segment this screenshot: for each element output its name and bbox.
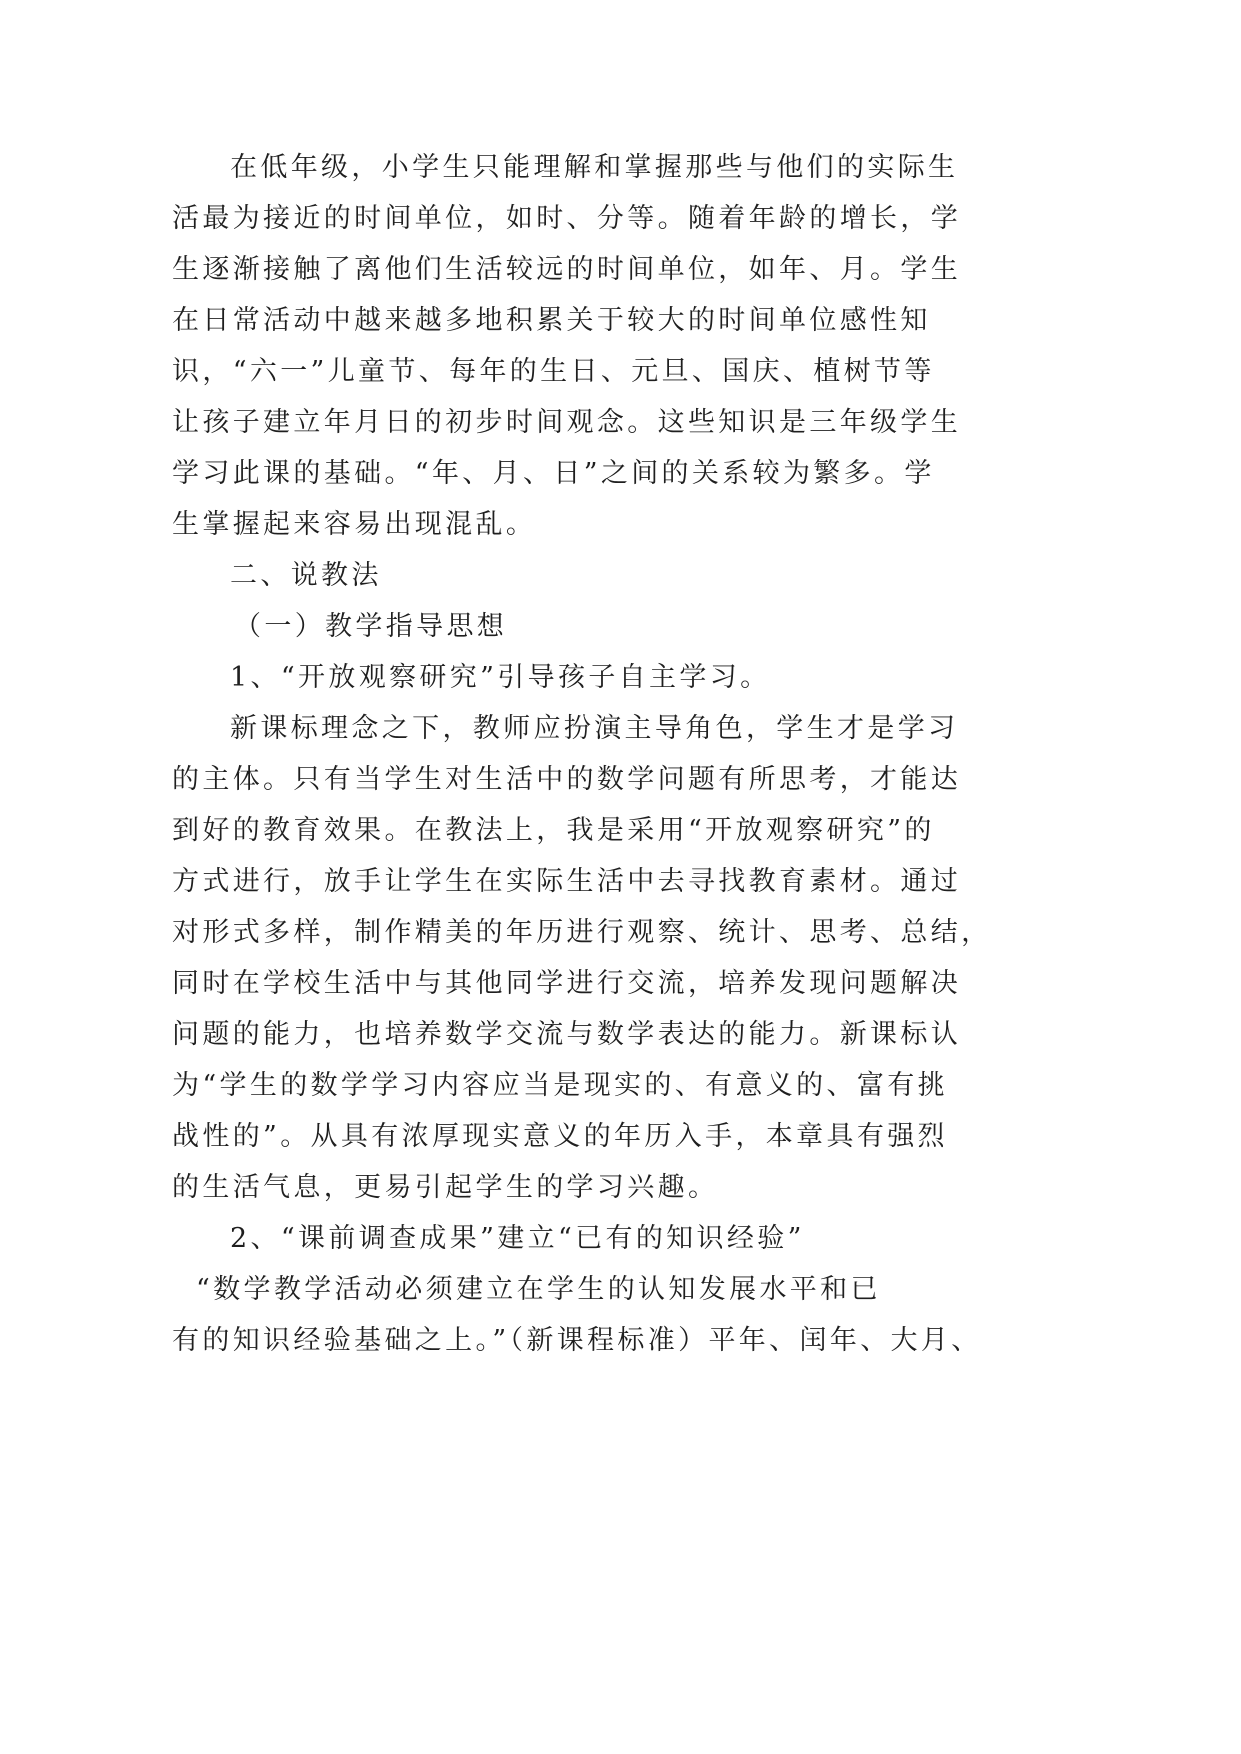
- paragraph-line: 在低年级，小学生只能理解和掌握那些与他们的实际生: [230, 152, 959, 183]
- point-heading: 1、“开放观察研究”引导孩子自主学习。: [230, 662, 771, 693]
- paragraph-line: 同时在学校生活中与其他同学进行交流，培养发现问题解决: [172, 968, 962, 999]
- paragraph-line: 学习此课的基础。“年、月、日”之间的关系较为繁多。学: [172, 458, 935, 489]
- paragraph-line: 新课标理念之下，教师应扮演主导角色，学生才是学习: [230, 713, 959, 744]
- paragraph-line: 到好的教育效果。在教法上，我是采用“开放观察研究”的: [172, 815, 935, 846]
- paragraph-line: 生掌握起来容易出现混乱。: [172, 509, 537, 540]
- paragraph-line: 识，“六一”儿童节、每年的生日、元旦、国庆、植树节等: [172, 356, 935, 387]
- paragraph-line: 的主体。只有当学生对生活中的数学问题有所思考，才能达: [172, 764, 962, 795]
- paragraph-line: 为“学生的数学学习内容应当是现实的、有意义的、富有挑: [172, 1070, 948, 1101]
- paragraph-line: 让孩子建立年月日的初步时间观念。这些知识是三年级学生: [172, 407, 962, 438]
- paragraph-line: 问题的能力，也培养数学交流与数学表达的能力。新课标认: [172, 1019, 962, 1050]
- subsection-heading: （一）教学指导思想: [234, 611, 508, 642]
- paragraph-line: 对形式多样，制作精美的年历进行观察、统计、思考、总结，: [172, 917, 992, 948]
- paragraph-line: 战性的”。从具有浓厚现实意义的年历入手，本章具有强烈: [172, 1121, 948, 1152]
- paragraph-line: 在日常活动中越来越多地积累关于较大的时间单位感性知: [172, 305, 931, 336]
- document-body: [172, 142, 992, 1366]
- paragraph-line: “数学教学活动必须建立在学生的认知发展水平和已: [196, 1274, 881, 1305]
- paragraph-line: 有的知识经验基础之上。”（新课程标准）平年、闰年、大月、: [172, 1325, 982, 1356]
- paragraph-line: 活最为接近的时间单位，如时、分等。随着年龄的增长，学: [172, 203, 962, 234]
- section-heading: 二、说教法: [230, 560, 382, 591]
- paragraph-line: 方式进行，放手让学生在实际生活中去寻找教育素材。通过: [172, 866, 962, 897]
- paragraph-line: 的生活气息，更易引起学生的学习兴趣。: [172, 1172, 719, 1203]
- paragraph-line: 生逐渐接触了离他们生活较远的时间单位，如年、月。学生: [172, 254, 962, 285]
- point-heading: 2、“课前调查成果”建立“已有的知识经验”: [230, 1223, 805, 1254]
